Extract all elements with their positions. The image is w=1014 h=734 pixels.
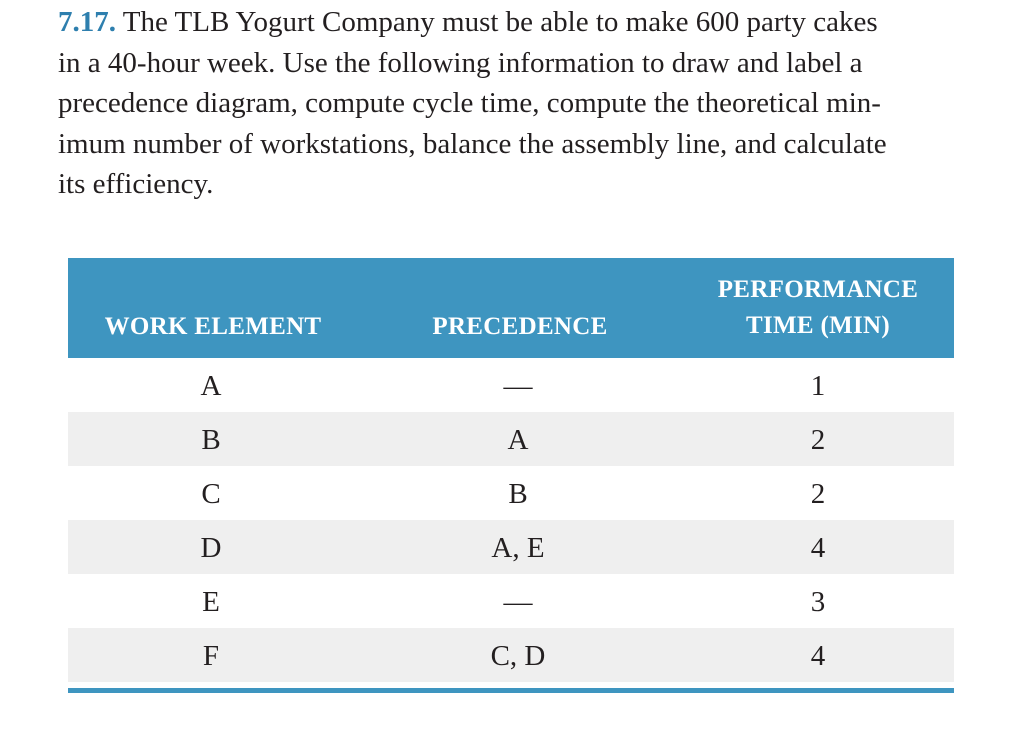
table-header (68, 258, 954, 358)
problem-line-1 (58, 2, 978, 43)
cell-performance-time: 3 (810, 586, 826, 618)
cell-work-element: A (200, 370, 222, 402)
work-element-table (68, 258, 954, 693)
cell-work-element: D (200, 532, 222, 564)
cell-work-element: F (202, 640, 220, 672)
table-bottom-rule (68, 688, 954, 693)
header-precedence: PRECEDENCE (432, 313, 608, 340)
table-row (68, 520, 954, 574)
problem-line-4: imum number of workstations, balance the assembly line, and calculate (58, 127, 887, 160)
table-row (68, 466, 954, 520)
problem-number: 7.17. (58, 6, 116, 38)
cell-precedence: C, D (490, 640, 546, 672)
cell-work-element: E (202, 586, 220, 618)
table-row (68, 412, 954, 466)
cell-performance-time: 2 (810, 424, 826, 456)
table-row (68, 574, 954, 628)
problem-statement (58, 2, 978, 205)
header-work-element: WORK ELEMENT (104, 313, 322, 340)
table-row (68, 358, 954, 412)
cell-precedence: — (503, 370, 533, 402)
header-performance-line-1: PERFORMANCE (717, 276, 919, 303)
cell-work-element: B (201, 424, 221, 456)
problem-line-3: precedence diagram, compute cycle time, compute the theoretical min- (58, 87, 881, 119)
problem-line-2: in a 40-hour week. Use the following information to draw and label a (58, 46, 863, 79)
cell-performance-time: 2 (810, 478, 826, 510)
cell-precedence: A, E (491, 532, 545, 564)
cell-precedence: B (508, 478, 528, 510)
cell-performance-time: 4 (810, 640, 826, 672)
table-row (68, 628, 954, 682)
header-performance-line-2: TIME (MIN) (746, 312, 890, 339)
cell-performance-time: 1 (810, 370, 826, 402)
problem-line-5: its efficiency. (58, 168, 214, 200)
cell-work-element: C (201, 478, 221, 510)
cell-performance-time: 4 (810, 532, 826, 564)
cell-precedence: A (507, 424, 529, 456)
cell-precedence: — (503, 586, 533, 618)
header-performance-time (694, 272, 942, 344)
problem-text-1: The TLB Yogurt Company must be able to make 600 party cakes (122, 6, 878, 38)
